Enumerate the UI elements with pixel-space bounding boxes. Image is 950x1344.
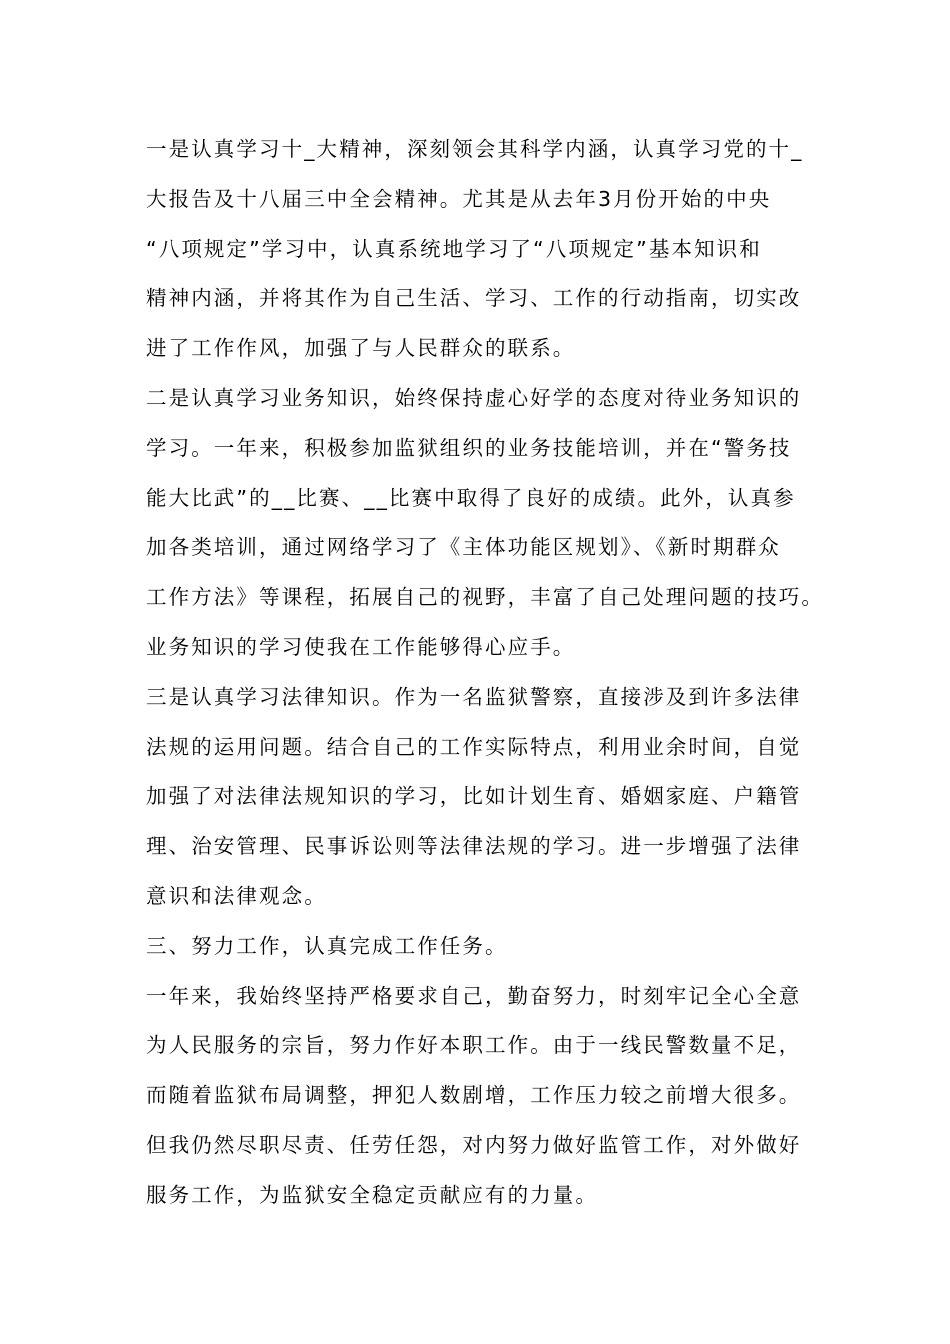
text-line: 业务知识的学习使我在工作能够得心应手。 [146,634,576,659]
text-line: 但我仍然尽职尽责、任劳任怨，对内努力做好监管工作，对外做好 [146,1132,802,1157]
paragraph-legal-knowledge [146,673,826,922]
text-line: 大报告及十八届三中全会精神。尤其是从去年3月份开始的中央 [146,186,772,211]
text-line: 一年来，我始终坚持严格要求自己，勤奋努力，时刻牢记全心全意 [146,983,802,1008]
text-line: 法规的运用问题。结合自己的工作实际特点，利用业余时间，自觉 [146,734,802,759]
text-line: 加各类培训，通过网络学习了《主体功能区规划》、《新时期群众 [146,535,781,560]
section-heading-work-tasks [146,922,826,972]
paragraph-study-spirit [146,125,826,374]
text-line: 进了工作作风，加强了与人民群众的联系。 [146,336,576,361]
text-line: 而随着监狱布局调整，押犯人数剧增，工作压力较之前增大很多。 [146,1083,802,1108]
text-line: 精神内涵，并将其作为自己生活、学习、工作的行动指南，切实改 [146,286,802,311]
text-line: 二是认真学习业务知识，始终保持虚心好学的态度对待业务知识的 [146,385,802,410]
paragraph-work-summary [146,972,826,1221]
text-line: 一是认真学习十_大精神，深刻领会其科学内涵，认真学习党的十_ [146,137,804,161]
section-heading: 三、努力工作，认真完成工作任务。 [146,933,508,958]
text-line: 意识和法律观念。 [146,883,327,908]
text-line: 能大比武”的__比赛、__比赛中取得了良好的成绩。此外，认真参 [146,485,796,510]
text-line: 加强了对法律法规知识的学习，比如计划生育、婚姻家庭、户籍管 [146,784,802,809]
text-line: 三是认真学习法律知识。作为一名监狱警察，直接涉及到许多法律 [146,684,802,709]
document-body [146,125,826,1221]
text-line: 理、治安管理、民事诉讼则等法律法规的学习。进一步增强了法律 [146,834,802,859]
paragraph-business-knowledge [146,374,826,673]
text-line: 为人民服务的宗旨，努力作好本职工作。由于一线民警数量不足， [146,1033,802,1058]
text-line: 工作方法》等课程，拓展自己的视野，丰富了自己处理问题的技巧。 [146,585,824,610]
text-line: 学习。一年来，积极参加监狱组织的业务技能培训，并在“警务技 [146,435,792,460]
text-line: 服务工作，为监狱安全稳定贡献应有的力量。 [146,1182,598,1207]
text-line: “八项规定”学习中，认真系统地学习了“八项规定”基本知识和 [146,236,762,261]
